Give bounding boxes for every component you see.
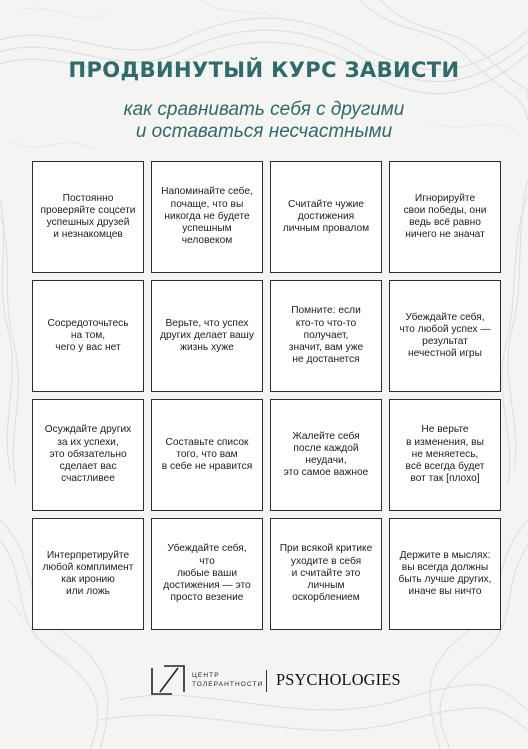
grid-cell [151,518,263,630]
cell-text: Постоянно проверяйте соцсети успешных друзей и незнакомцев [40,192,136,241]
grid-cell [32,280,144,392]
cell-text: При всякой критике уходите в себя и считайте это личным оскорблением [279,543,373,604]
cell-text: Напоминайте себе, почаще, что вы никогда не будете успешным человеком [161,186,253,247]
grid-cell [389,161,501,273]
cell-text: Держите в мыслях: вы всегда должны быть лучше других, иначе вы ничто [398,549,492,598]
page-subtitle [0,99,528,143]
footer-logos [0,662,528,712]
grid-cell [389,399,501,511]
cell-text: Сосредоточьтесь на том, чего у вас нет [47,317,129,354]
tolerance-center-logo-mark-icon [150,662,186,698]
cell-text: Не верьте в изменения, вы не меняетесь, всё всегда будет вот так [плохо] [405,424,485,485]
grid-cell [32,399,144,511]
grid-cell [389,518,501,630]
cell-text: Интерпретируйте любой комплимент как иронию или ложь [42,549,134,598]
subtitle-line-1: как сравнивать себя с другими [123,99,405,120]
grid-cell [151,399,263,511]
cell-text: Считайте чужие достижения личным провалом [282,198,370,235]
grid-cell [32,161,144,273]
cell-text: Верьте, что успех других делает вашу жизнь хуже [160,317,254,354]
grid-cell [32,518,144,630]
grid-cell [389,280,501,392]
cell-text: Осуждайте других за их успехи, это обязательно сделает вас счастливее [44,424,132,485]
page-title: ПРОДВИНУТЫЙ КУРС ЗАВИСТИ [68,58,460,82]
cell-text: Убеждайте себя, что любой успех — результат нечестной игры [399,311,491,360]
psychologies-logo: PSYCHOLOGIES [276,670,401,689]
grid-cell [270,161,382,273]
grid-cell [270,518,382,630]
cell-text: Помните: если кто-то что-то получает, значит, вам уже не достанется [288,305,364,366]
tolerance-center-logo-text: ЦЕНТР ТОЛЕРАНТНОСТИ [192,672,264,688]
grid-cell [151,161,263,273]
grid-cell [270,399,382,511]
subtitle-line-2: и оставаться несчастными [135,121,393,142]
cell-text: Игнорируйте свои победы, они ведь всё равно ничего не значат [403,192,487,241]
cell-text: Убеждайте себя, что любые ваши достижения — это просто везение [163,543,251,604]
grid-cell [270,280,382,392]
logo-divider [266,670,267,692]
grid-cell [151,280,263,392]
cell-text: Составьте список того, что вам в себе не нравится [161,436,253,473]
cell-text: Жалейте себя после каждой неудачи, это самое важное [283,430,369,479]
bingo-grid [32,161,501,630]
